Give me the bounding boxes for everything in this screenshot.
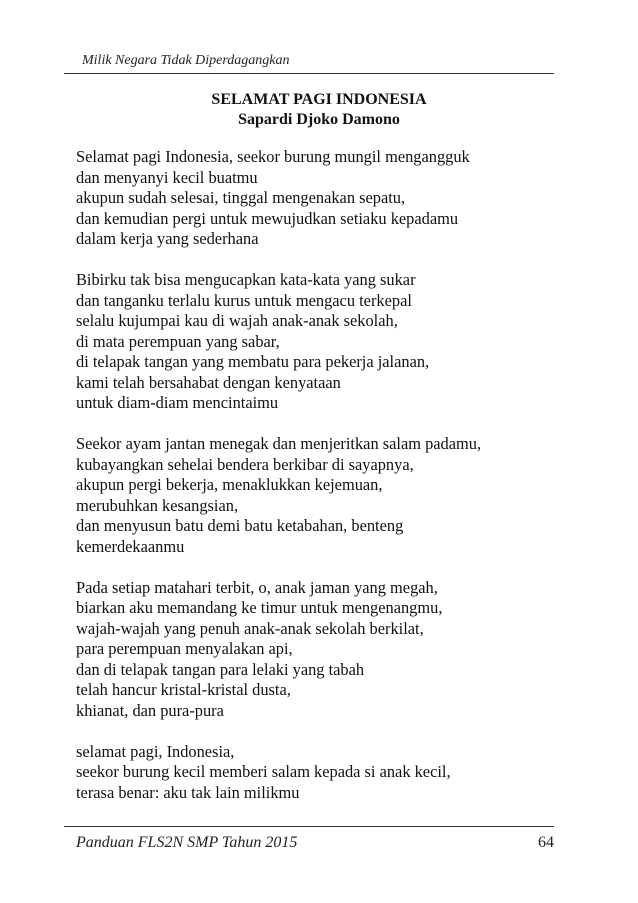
poem-line: dan tanganku terlalu kurus untuk mengacu terkepal — [76, 290, 412, 310]
poem-line: selamat pagi, Indonesia, — [76, 741, 235, 761]
poem-line: khianat, dan pura-pura — [76, 700, 224, 720]
poem-line: dan kemudian pergi untuk mewujudkan setiaku kepadamu — [76, 208, 459, 228]
poem-line: dan di telapak tangan para lelaki yang tabah — [76, 659, 365, 679]
page-number: 64 — [538, 834, 554, 851]
poem-line: dalam kerja yang sederhana — [76, 229, 259, 248]
stanza — [76, 270, 576, 414]
poem-line: merubuhkan kesangsian, — [76, 495, 239, 515]
poem-line: terasa benar: aku tak lain milikmu — [76, 782, 300, 802]
poem-title: SELAMAT PAGI INDONESIA — [211, 91, 427, 108]
poem-line: dan menyusun batu demi batu ketabahan, benteng — [76, 516, 404, 535]
poem-line: wajah-wajah yang penuh anak-anak sekolah berkilat, — [76, 618, 424, 638]
poem-line: telah hancur kristal-kristal dusta, — [76, 680, 291, 699]
poem-line: Seekor ayam jantan menegak dan menjeritkan salam padamu, — [76, 434, 482, 453]
poem-line: kami telah bersahabat dengan kenyataan — [76, 372, 341, 392]
stanza — [76, 578, 576, 722]
footer-divider — [64, 826, 554, 827]
poem-line: seekor burung kecil memberi salam kepada si anak kecil, — [76, 762, 451, 781]
poem-line: dan menyanyi kecil buatmu — [76, 167, 258, 187]
stanza — [76, 147, 576, 250]
poem-line: untuk diam-diam mencintaimu — [76, 393, 279, 412]
poem-line: para perempuan menyalakan api, — [76, 639, 293, 658]
poem-author: Sapardi Djoko Damono — [238, 111, 400, 128]
poem-line: Pada setiap matahari terbit, o, anak jaman yang megah, — [76, 577, 438, 597]
poem-line: akupun sudah selesai, tinggal mengenakan sepatu, — [76, 188, 406, 207]
poem-line: Bibirku tak bisa mengucapkan kata-kata yang sukar — [76, 270, 416, 289]
poem-line: kemerdekaanmu — [76, 536, 185, 556]
poem-body — [76, 147, 576, 824]
page-header: Milik Negara Tidak Diperdagangkan — [82, 53, 290, 68]
page-footer: Panduan FLS2N SMP Tahun 2015 — [76, 834, 298, 851]
poem-line: Selamat pagi Indonesia, seekor burung mungil mengangguk — [76, 147, 470, 166]
poem-line: kubayangkan sehelai bendera berkibar di sayapnya, — [76, 454, 414, 474]
poem-line: selalu kujumpai kau di wajah anak-anak sekolah, — [76, 311, 398, 330]
stanza — [76, 434, 576, 557]
header-divider — [64, 73, 554, 74]
stanza — [76, 742, 576, 804]
poem-line: akupun pergi bekerja, menaklukkan kejemuan, — [76, 475, 383, 494]
poem-line: di telapak tangan yang membatu para pekerja jalanan, — [76, 352, 430, 371]
poem-line: biarkan aku memandang ke timur untuk mengenangmu, — [76, 598, 443, 617]
poem-line: di mata perempuan yang sabar, — [76, 331, 280, 351]
